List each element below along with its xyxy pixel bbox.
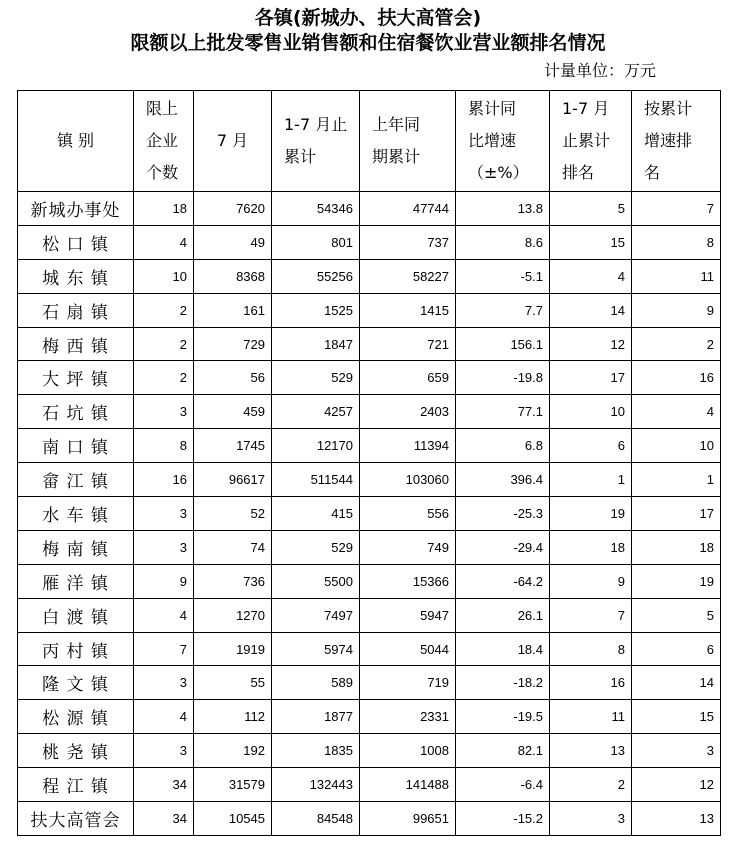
column-header-4 <box>360 91 456 192</box>
cell-ytd: 132443 <box>272 768 360 802</box>
column-header-0 <box>18 91 134 192</box>
cell-name: 梅 西 镇 <box>18 327 134 361</box>
cell-count: 3 <box>134 497 194 531</box>
unit-label: 计量单位：万元 <box>543 61 656 80</box>
cell-rank-total: 1 <box>550 463 632 497</box>
table-row <box>18 429 721 463</box>
cell-rank-growth: 19 <box>632 564 721 598</box>
table-row <box>18 395 721 429</box>
title-line-1: 各镇(新城办、扶大高管会) <box>254 7 482 29</box>
cell-count: 34 <box>134 802 194 836</box>
column-header-line: 1-7 月止 <box>284 115 348 134</box>
cell-rank-growth: 18 <box>632 530 721 564</box>
table-row <box>18 530 721 564</box>
column-header-line: 增速排 <box>644 131 693 150</box>
column-header-line: 7 月 <box>216 131 249 150</box>
cell-growth: 396.4 <box>456 463 550 497</box>
column-header-line: 比增速 <box>468 131 517 150</box>
cell-rank-total: 13 <box>550 734 632 768</box>
cell-growth: -25.3 <box>456 497 550 531</box>
cell-ytd: 1847 <box>272 327 360 361</box>
cell-growth: -19.5 <box>456 700 550 734</box>
cell-ytd: 84548 <box>272 802 360 836</box>
cell-prev: 1008 <box>360 734 456 768</box>
cell-ytd: 589 <box>272 666 360 700</box>
cell-july: 459 <box>194 395 272 429</box>
cell-growth: 26.1 <box>456 598 550 632</box>
cell-july: 1919 <box>194 632 272 666</box>
cell-prev: 47744 <box>360 192 456 226</box>
column-header-line: 名 <box>644 163 661 182</box>
cell-count: 16 <box>134 463 194 497</box>
cell-prev: 99651 <box>360 802 456 836</box>
cell-july: 74 <box>194 530 272 564</box>
column-header-line: 镇 别 <box>56 131 95 150</box>
cell-name: 雁 洋 镇 <box>18 564 134 598</box>
table-row <box>18 463 721 497</box>
cell-ytd: 5500 <box>272 564 360 598</box>
cell-prev: 2331 <box>360 700 456 734</box>
cell-rank-total: 16 <box>550 666 632 700</box>
cell-growth: 6.8 <box>456 429 550 463</box>
cell-prev: 737 <box>360 225 456 259</box>
table-row <box>18 497 721 531</box>
cell-july: 1745 <box>194 429 272 463</box>
cell-rank-growth: 15 <box>632 700 721 734</box>
column-header-line: 1-7 月 <box>562 99 610 118</box>
cell-rank-growth: 17 <box>632 497 721 531</box>
cell-name: 桃 尧 镇 <box>18 734 134 768</box>
cell-rank-total: 6 <box>550 429 632 463</box>
cell-ytd: 801 <box>272 225 360 259</box>
cell-name: 畲 江 镇 <box>18 463 134 497</box>
cell-july: 56 <box>194 361 272 395</box>
column-header-7 <box>632 91 721 192</box>
cell-growth: 156.1 <box>456 327 550 361</box>
cell-july: 10545 <box>194 802 272 836</box>
cell-count: 4 <box>134 225 194 259</box>
cell-count: 8 <box>134 429 194 463</box>
cell-name: 城 东 镇 <box>18 259 134 293</box>
cell-rank-total: 17 <box>550 361 632 395</box>
cell-ytd: 55256 <box>272 259 360 293</box>
cell-rank-total: 19 <box>550 497 632 531</box>
cell-rank-total: 9 <box>550 564 632 598</box>
cell-rank-total: 11 <box>550 700 632 734</box>
cell-ytd: 529 <box>272 530 360 564</box>
cell-rank-growth: 14 <box>632 666 721 700</box>
cell-name: 石 扇 镇 <box>18 293 134 327</box>
cell-ytd: 12170 <box>272 429 360 463</box>
cell-count: 2 <box>134 293 194 327</box>
header-row <box>18 91 721 192</box>
cell-count: 3 <box>134 734 194 768</box>
cell-count: 2 <box>134 361 194 395</box>
cell-growth: 82.1 <box>456 734 550 768</box>
cell-growth: -18.2 <box>456 666 550 700</box>
cell-july: 52 <box>194 497 272 531</box>
cell-growth: -6.4 <box>456 768 550 802</box>
cell-july: 729 <box>194 327 272 361</box>
cell-july: 55 <box>194 666 272 700</box>
cell-prev: 103060 <box>360 463 456 497</box>
cell-rank-growth: 12 <box>632 768 721 802</box>
cell-count: 3 <box>134 666 194 700</box>
cell-prev: 15366 <box>360 564 456 598</box>
column-header-line: 累计 <box>284 147 317 166</box>
table-row <box>18 768 721 802</box>
cell-ytd: 511544 <box>272 463 360 497</box>
cell-july: 49 <box>194 225 272 259</box>
cell-growth: -5.1 <box>456 259 550 293</box>
cell-ytd: 1525 <box>272 293 360 327</box>
cell-rank-total: 8 <box>550 632 632 666</box>
table-row <box>18 259 721 293</box>
cell-name: 南 口 镇 <box>18 429 134 463</box>
cell-july: 112 <box>194 700 272 734</box>
cell-growth: 8.6 <box>456 225 550 259</box>
table-row <box>18 598 721 632</box>
cell-prev: 1415 <box>360 293 456 327</box>
cell-name: 梅 南 镇 <box>18 530 134 564</box>
column-header-line: 上年同 <box>372 115 421 134</box>
cell-rank-total: 7 <box>550 598 632 632</box>
cell-rank-total: 3 <box>550 802 632 836</box>
table-row <box>18 666 721 700</box>
cell-prev: 141488 <box>360 768 456 802</box>
column-header-line: 个数 <box>146 163 179 182</box>
cell-prev: 5044 <box>360 632 456 666</box>
cell-rank-total: 10 <box>550 395 632 429</box>
cell-rank-growth: 16 <box>632 361 721 395</box>
cell-growth: 13.8 <box>456 192 550 226</box>
cell-count: 2 <box>134 327 194 361</box>
column-header-2 <box>194 91 272 192</box>
cell-rank-growth: 11 <box>632 259 721 293</box>
cell-name: 丙 村 镇 <box>18 632 134 666</box>
cell-july: 161 <box>194 293 272 327</box>
column-header-line: 限上 <box>146 99 179 118</box>
cell-ytd: 7497 <box>272 598 360 632</box>
cell-count: 9 <box>134 564 194 598</box>
cell-rank-growth: 1 <box>632 463 721 497</box>
cell-rank-growth: 7 <box>632 192 721 226</box>
column-header-3 <box>272 91 360 192</box>
cell-prev: 659 <box>360 361 456 395</box>
cell-growth: -29.4 <box>456 530 550 564</box>
cell-rank-total: 18 <box>550 530 632 564</box>
cell-count: 18 <box>134 192 194 226</box>
cell-name: 大 坪 镇 <box>18 361 134 395</box>
cell-ytd: 1877 <box>272 700 360 734</box>
table-row <box>18 700 721 734</box>
table-row <box>18 293 721 327</box>
cell-july: 7620 <box>194 192 272 226</box>
table-row <box>18 802 721 836</box>
cell-growth: -15.2 <box>456 802 550 836</box>
cell-name: 石 坑 镇 <box>18 395 134 429</box>
cell-july: 736 <box>194 564 272 598</box>
cell-ytd: 54346 <box>272 192 360 226</box>
cell-july: 8368 <box>194 259 272 293</box>
cell-rank-total: 5 <box>550 192 632 226</box>
column-header-line: 按累计 <box>644 99 693 118</box>
title-line-2: 限额以上批发零售业销售额和住宿餐饮业营业额排名情况 <box>130 32 606 54</box>
column-header-line: 期累计 <box>372 147 421 166</box>
cell-name: 松 源 镇 <box>18 700 134 734</box>
cell-name: 松 口 镇 <box>18 225 134 259</box>
cell-growth: 7.7 <box>456 293 550 327</box>
cell-rank-growth: 8 <box>632 225 721 259</box>
cell-prev: 2403 <box>360 395 456 429</box>
cell-prev: 749 <box>360 530 456 564</box>
cell-rank-total: 4 <box>550 259 632 293</box>
cell-name: 新城办事处 <box>18 192 134 226</box>
column-header-6 <box>550 91 632 192</box>
table-row <box>18 192 721 226</box>
cell-growth: -64.2 <box>456 564 550 598</box>
cell-rank-total: 15 <box>550 225 632 259</box>
cell-name: 程 江 镇 <box>18 768 134 802</box>
table-row <box>18 564 721 598</box>
table-row <box>18 225 721 259</box>
cell-prev: 556 <box>360 497 456 531</box>
table-row <box>18 734 721 768</box>
cell-growth: 77.1 <box>456 395 550 429</box>
cell-rank-total: 12 <box>550 327 632 361</box>
cell-rank-growth: 2 <box>632 327 721 361</box>
cell-ytd: 1835 <box>272 734 360 768</box>
cell-prev: 11394 <box>360 429 456 463</box>
cell-ytd: 415 <box>272 497 360 531</box>
cell-july: 192 <box>194 734 272 768</box>
cell-rank-total: 2 <box>550 768 632 802</box>
table-row <box>18 632 721 666</box>
cell-count: 4 <box>134 700 194 734</box>
cell-prev: 58227 <box>360 259 456 293</box>
cell-ytd: 529 <box>272 361 360 395</box>
column-header-line: 排名 <box>562 163 595 182</box>
cell-count: 3 <box>134 395 194 429</box>
cell-count: 3 <box>134 530 194 564</box>
cell-rank-growth: 9 <box>632 293 721 327</box>
cell-name: 白 渡 镇 <box>18 598 134 632</box>
cell-july: 31579 <box>194 768 272 802</box>
ranking-table <box>17 90 721 836</box>
table-body <box>18 192 721 836</box>
column-header-5 <box>456 91 550 192</box>
cell-rank-growth: 3 <box>632 734 721 768</box>
cell-count: 10 <box>134 259 194 293</box>
cell-ytd: 5974 <box>272 632 360 666</box>
cell-count: 7 <box>134 632 194 666</box>
cell-count: 34 <box>134 768 194 802</box>
cell-prev: 721 <box>360 327 456 361</box>
cell-july: 1270 <box>194 598 272 632</box>
cell-rank-growth: 10 <box>632 429 721 463</box>
cell-july: 96617 <box>194 463 272 497</box>
cell-name: 扶大高管会 <box>18 802 134 836</box>
column-header-line: 止累计 <box>562 131 611 150</box>
column-header-line: （±%） <box>468 163 529 182</box>
cell-rank-growth: 6 <box>632 632 721 666</box>
cell-rank-growth: 5 <box>632 598 721 632</box>
cell-ytd: 4257 <box>272 395 360 429</box>
cell-rank-growth: 13 <box>632 802 721 836</box>
cell-prev: 719 <box>360 666 456 700</box>
cell-rank-growth: 4 <box>632 395 721 429</box>
column-header-1 <box>134 91 194 192</box>
cell-rank-total: 14 <box>550 293 632 327</box>
column-header-line: 企业 <box>146 131 179 150</box>
cell-growth: 18.4 <box>456 632 550 666</box>
table-row <box>18 327 721 361</box>
cell-growth: -19.8 <box>456 361 550 395</box>
cell-prev: 5947 <box>360 598 456 632</box>
cell-count: 4 <box>134 598 194 632</box>
table-row <box>18 361 721 395</box>
cell-name: 水 车 镇 <box>18 497 134 531</box>
column-header-line: 累计同 <box>468 99 517 118</box>
cell-name: 隆 文 镇 <box>18 666 134 700</box>
